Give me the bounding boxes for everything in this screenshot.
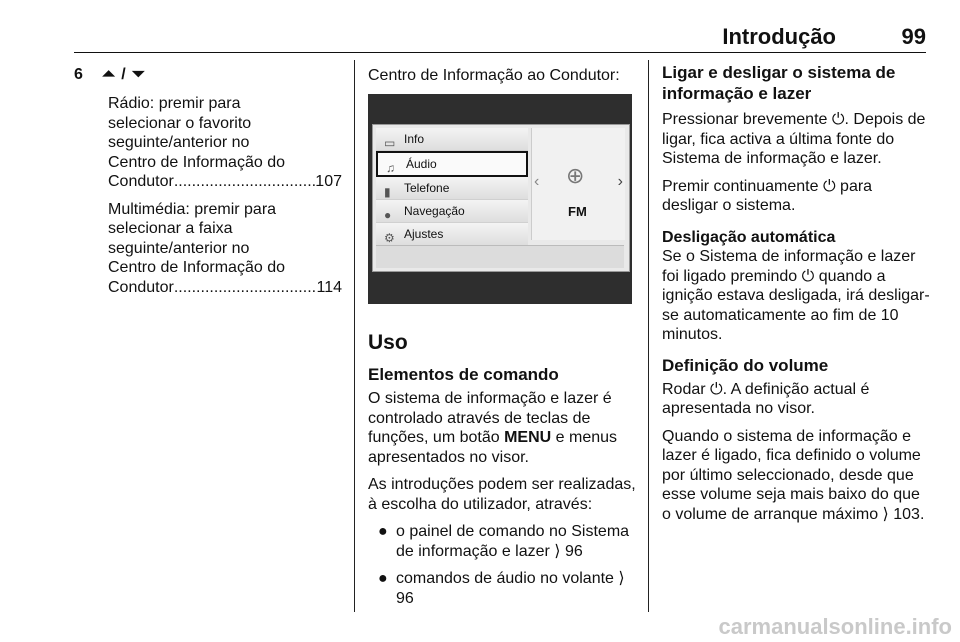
menu-item-label: Áudio [406,157,437,171]
header-title: Introdução [722,24,836,49]
menu-item-label: Telefone [404,181,450,195]
source-pane [531,128,625,240]
chevron-right-icon[interactable]: › [617,173,623,190]
text-line: selecionar o favorito [108,114,252,132]
bullet-item [368,569,636,608]
toc-label: Condutor [108,278,174,296]
item-number: 6 [74,66,83,83]
heading-volume: Definição do volume [662,355,829,375]
page-header [74,22,926,53]
heading-elementos: Elementos de comando [368,365,559,384]
photo-caption: Centro de Informação ao Condutor: [368,67,620,84]
toc-leader [174,172,315,192]
bullet-dot: ● [378,570,388,587]
text-line: selecionar a faixa [108,220,233,237]
toc-page: 107 [315,173,342,190]
music-note-icon: ♫ [386,161,395,175]
bullet-text: o painel de comando no Sistema de informação e lazer ⟩ 96 [396,523,630,560]
column-3 [662,60,930,532]
paragraph-inputs: As introduções podem ser realizadas, à escolha do utilizador, através: [368,476,636,513]
item-body [108,94,342,305]
text-line: Centro de Informação do [108,259,285,276]
display-photo [368,94,632,304]
menu-item-label: Navegação [404,204,465,218]
chevron-left-icon[interactable]: ‹ [534,173,540,190]
text-line: Centro de Informação do [108,153,285,171]
info-display-screen [372,124,630,272]
menu-item-navegacao[interactable] [376,200,528,223]
uso-section [368,330,636,616]
paragraph-controls: O sistema de informação e lazer é controlado através de teclas de funções, um botão MENU e menus apresentados no visor. [368,390,618,466]
menu-item-ajustes[interactable] [376,223,528,246]
menu-item-label: Info [404,132,425,146]
toc-entry[interactable] [108,172,342,192]
text-line: seguinte/anterior no [108,134,250,151]
audio-menu [376,128,528,246]
toc-label: Condutor [108,173,174,190]
screen-bottom-bar [376,245,624,268]
menu-item-telefone[interactable] [376,177,528,200]
toc-leader [174,278,317,298]
page-number: 99 [901,24,926,49]
phone-icon: ▮ [384,185,391,199]
settings-icon: ⚙ [384,231,395,245]
menu-item-info[interactable] [376,128,528,151]
seek-up-down-icon: ⏶ / ⏷ [102,66,146,83]
bullet-item [368,522,636,561]
bullet-text: comandos de áudio no volante ⟩ 96 [396,570,625,607]
paragraph-long-press: Premir continuamente ⏻ para desligar o sistema. [662,177,873,214]
heading-auto-off: Desligação automática [662,228,836,246]
column-2 [368,60,636,607]
text-line: Rádio: premir para [108,95,241,112]
column-divider-2 [648,60,649,612]
heading-on-off: Ligar e desligar o sistema de informação e lazer [662,63,896,103]
menu-item-label: Ajustes [404,227,444,241]
text-line: seguinte/anterior no [108,239,250,257]
heading-uso: Uso [368,331,408,354]
globe-icon: ● [384,208,392,222]
bullet-dot: ● [378,523,388,540]
paragraph-volume-2: Quando o sistema de informação e lazer é ligado, fica definido o volume por último seleccionado, desde que esse volume seja mais baixo do que o volume de arranque máximo ⟩ 103. [662,427,925,523]
paragraph-volume-1: Rodar ⏻. A definição actual é apresentada no visor. [662,380,870,417]
paragraph-auto-off: Se o Sistema de informação e lazer foi ligado premindo ⏻ quando a ignição estava desligada, irá desligar-se automaticamente ao fim de 10 minutos. [662,248,930,343]
radio-antenna-icon: ⊕ [566,163,585,188]
toc-page: 114 [316,278,342,296]
fm-source-label: FM [568,204,587,219]
watermark: carmanualsonline.info [718,614,952,639]
paragraph-short-press: Pressionar brevemente ⏻. Depois de ligar, fica activa a última fonte do Sistema de informação e lazer. [662,111,926,167]
media-description [108,200,342,298]
info-icon: ▭ [384,136,396,150]
menu-item-audio[interactable] [376,151,528,177]
radio-description [108,94,342,192]
text-line: Multimédia: premir para [108,200,277,218]
column-divider-1 [354,60,355,612]
toc-entry[interactable] [108,278,342,298]
